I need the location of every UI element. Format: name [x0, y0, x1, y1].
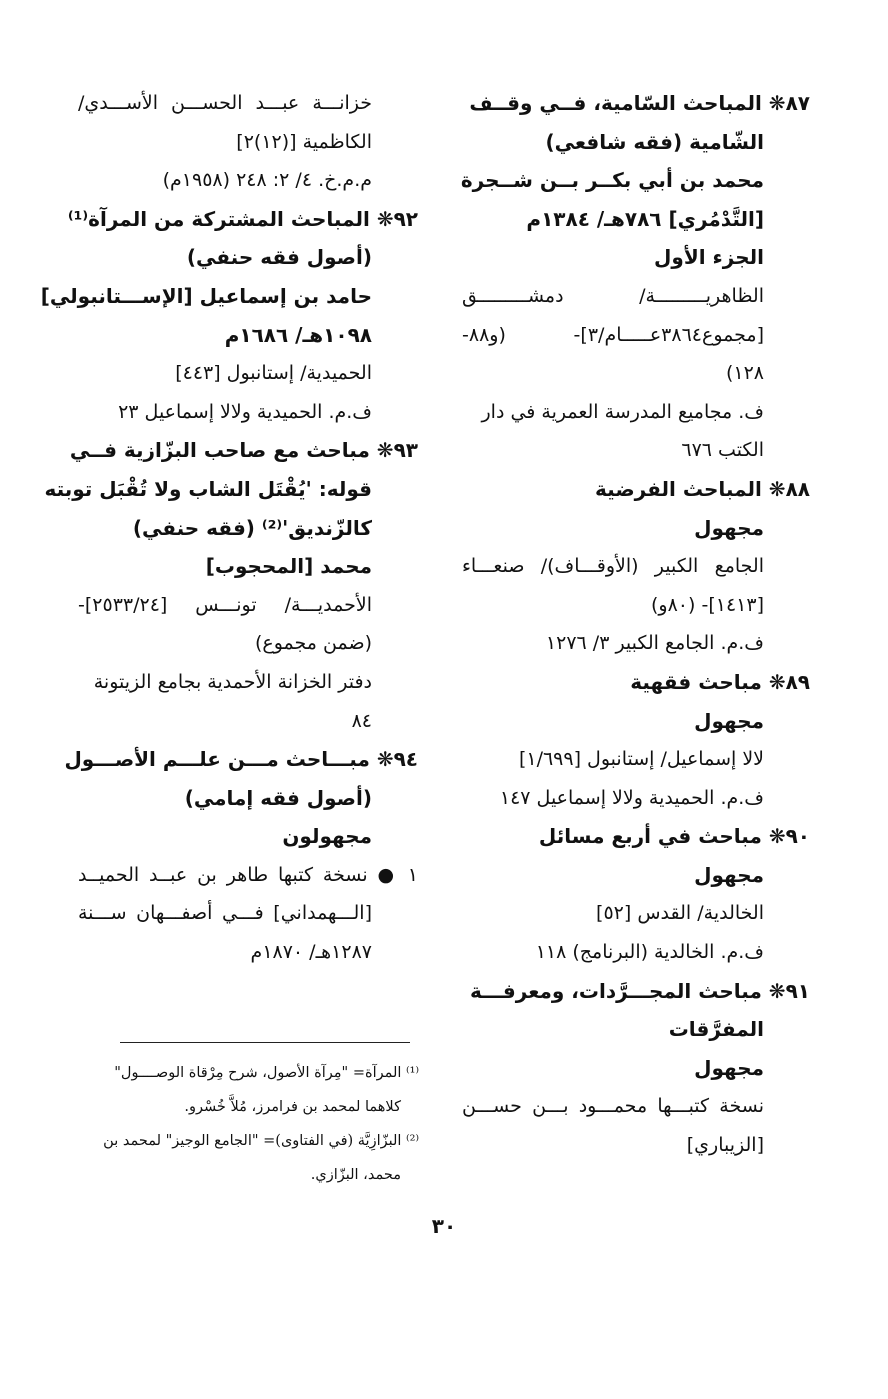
left-column: [40, 84, 418, 972]
footnote-line: ⁽¹⁾ المرآة= "مِرآة الأصول، شرح مِرْقاة الوصــــول": [114, 1065, 419, 1081]
text-line: الحميدية/ إستانبول [٤٤٣]: [175, 362, 372, 385]
text-line: ف.م. الحميدية ولالا إسماعيل ٢٣: [118, 400, 372, 423]
text-line: ١٠٩٨هـ/ ١٦٨٦م: [224, 322, 372, 347]
text-line: الكاظمية [(١٢)٢]: [236, 130, 372, 153]
text-line: مجهول: [694, 862, 764, 887]
text-line: ف.م. الجامع الكبير ٣/ ١٢٧٦: [545, 632, 764, 655]
text-line: كالزّنديق'⁽²⁾ (فقه حنفي): [132, 515, 372, 540]
text-line: مجهول: [694, 1055, 764, 1080]
text-line: قوله: 'يُقْتَل الشاب ولا تُقْبَل توبته: [44, 476, 372, 501]
text-line: (ضمن مجموع): [254, 632, 372, 655]
text-line: ١٢٨): [725, 362, 764, 385]
text-line: ٩٠❋ مباحث في أربع مسائل: [538, 824, 810, 849]
text-line: خزانـــة عبـــد الحســـن الأســـدي/: [78, 92, 372, 114]
text-line: م.م.خ. ٤/ ٢: ٢٤٨ (١٩٥٨م): [162, 169, 372, 192]
text-line: ٩٢❋ المباحث المشتركة من المرآة⁽¹⁾: [67, 206, 418, 231]
text-line: المفرَّقات: [668, 1017, 764, 1042]
text-line: ٨٩❋ مباحث فقهية: [630, 669, 810, 694]
text-line: الخالدية/ القدس [٥٢]: [596, 902, 764, 925]
text-line: [الـــهمداني] فـــي أصفـــهان ســـنة: [78, 902, 372, 925]
footnote-line: كلاهما لمحمد بن فرامرز، مُلاَّ خُسْرو.: [184, 1099, 401, 1115]
text-line: مجهول: [694, 708, 764, 733]
text-line: ١ ● نسخة كتبها طاهر بن عبــد الحميــد: [78, 863, 418, 886]
text-line: [التَّدْمُري] ٧٨٦هـ/ ١٣٨٤م: [526, 206, 764, 231]
text-line: ٩٤❋ مبـــاحث مـــن علـــم الأصـــول: [64, 747, 418, 772]
text-line: ف.م. الخالدية (البرنامج) ١١٨: [535, 941, 764, 964]
footnote-line: ⁽²⁾ البزّازِيَّة (في الفتاوى)= "الجامع الوجيز" لمحمد بن: [103, 1133, 419, 1149]
text-line: الجزء الأول: [654, 245, 764, 270]
text-line: (أصول فقه حنفي): [186, 245, 372, 270]
text-line: مجهولون: [282, 824, 372, 849]
text-line: ٨٧❋ المباحث السّامية، فــي وقــف: [469, 91, 810, 115]
page-number: ٣٠: [431, 1214, 457, 1238]
text-line: حامد بن إسماعيل [الإســـتانبولي]: [40, 283, 372, 308]
text-line: الأحمديـــة/ تونـــس [٢٥٣٣/٢٤]-: [78, 593, 372, 616]
text-line: مجهول: [694, 515, 764, 540]
text-line: الكتب ٦٧٦: [681, 439, 764, 462]
text-line: [١٤١٣]- (٨٠و): [651, 593, 764, 616]
footnote-line: محمد، البزّازي.: [310, 1167, 401, 1183]
text-line: الشّامية (فقه شافعي): [545, 129, 764, 154]
right-column: [462, 84, 810, 1165]
footnotes: [74, 1056, 419, 1192]
text-line: [مجموع٣٨٦٤عـــــام/٣]- (و٨٨-: [462, 323, 764, 346]
text-line: الجامع الكبير (الأوقـــاف)/ صنعـــاء: [462, 555, 764, 578]
text-line: ٨٨❋ المباحث الفرضية: [595, 476, 810, 501]
text-line: ف. مجاميع المدرسة العمرية في دار: [481, 400, 764, 423]
text-line: لالا إسماعيل/ إستانبول [١/٦٩٩]: [518, 748, 764, 771]
text-line: محمد [المحجوب]: [205, 554, 372, 579]
text-line: [الزيباري]: [686, 1134, 764, 1157]
footnote-divider: [120, 1042, 410, 1043]
text-line: ٨٤: [351, 709, 372, 732]
text-line: محمد بن أبي بكــر بــن شــجرة: [460, 168, 764, 193]
text-line: ٩١❋ مباحث المجـــرَّدات، ومعرفـــة: [470, 978, 810, 1003]
text-line: نسخة كتبـــها محمـــود بـــن حســـن: [462, 1095, 764, 1118]
text-line: ١٢٨٧هـ/ ١٨٧٠م: [250, 941, 372, 964]
text-line: ف.م. الحميدية ولالا إسماعيل ١٤٧: [499, 786, 764, 809]
text-line: الظاهريـــــــــة/ دمشـــــــــق: [462, 284, 764, 307]
text-line: ٩٣❋ مباحث مع صاحب البزّازية فــي: [69, 438, 418, 463]
text-line: (أصول فقه إمامي): [184, 785, 372, 810]
text-line: دفتر الخزانة الأحمدية بجامع الزيتونة: [93, 670, 372, 693]
